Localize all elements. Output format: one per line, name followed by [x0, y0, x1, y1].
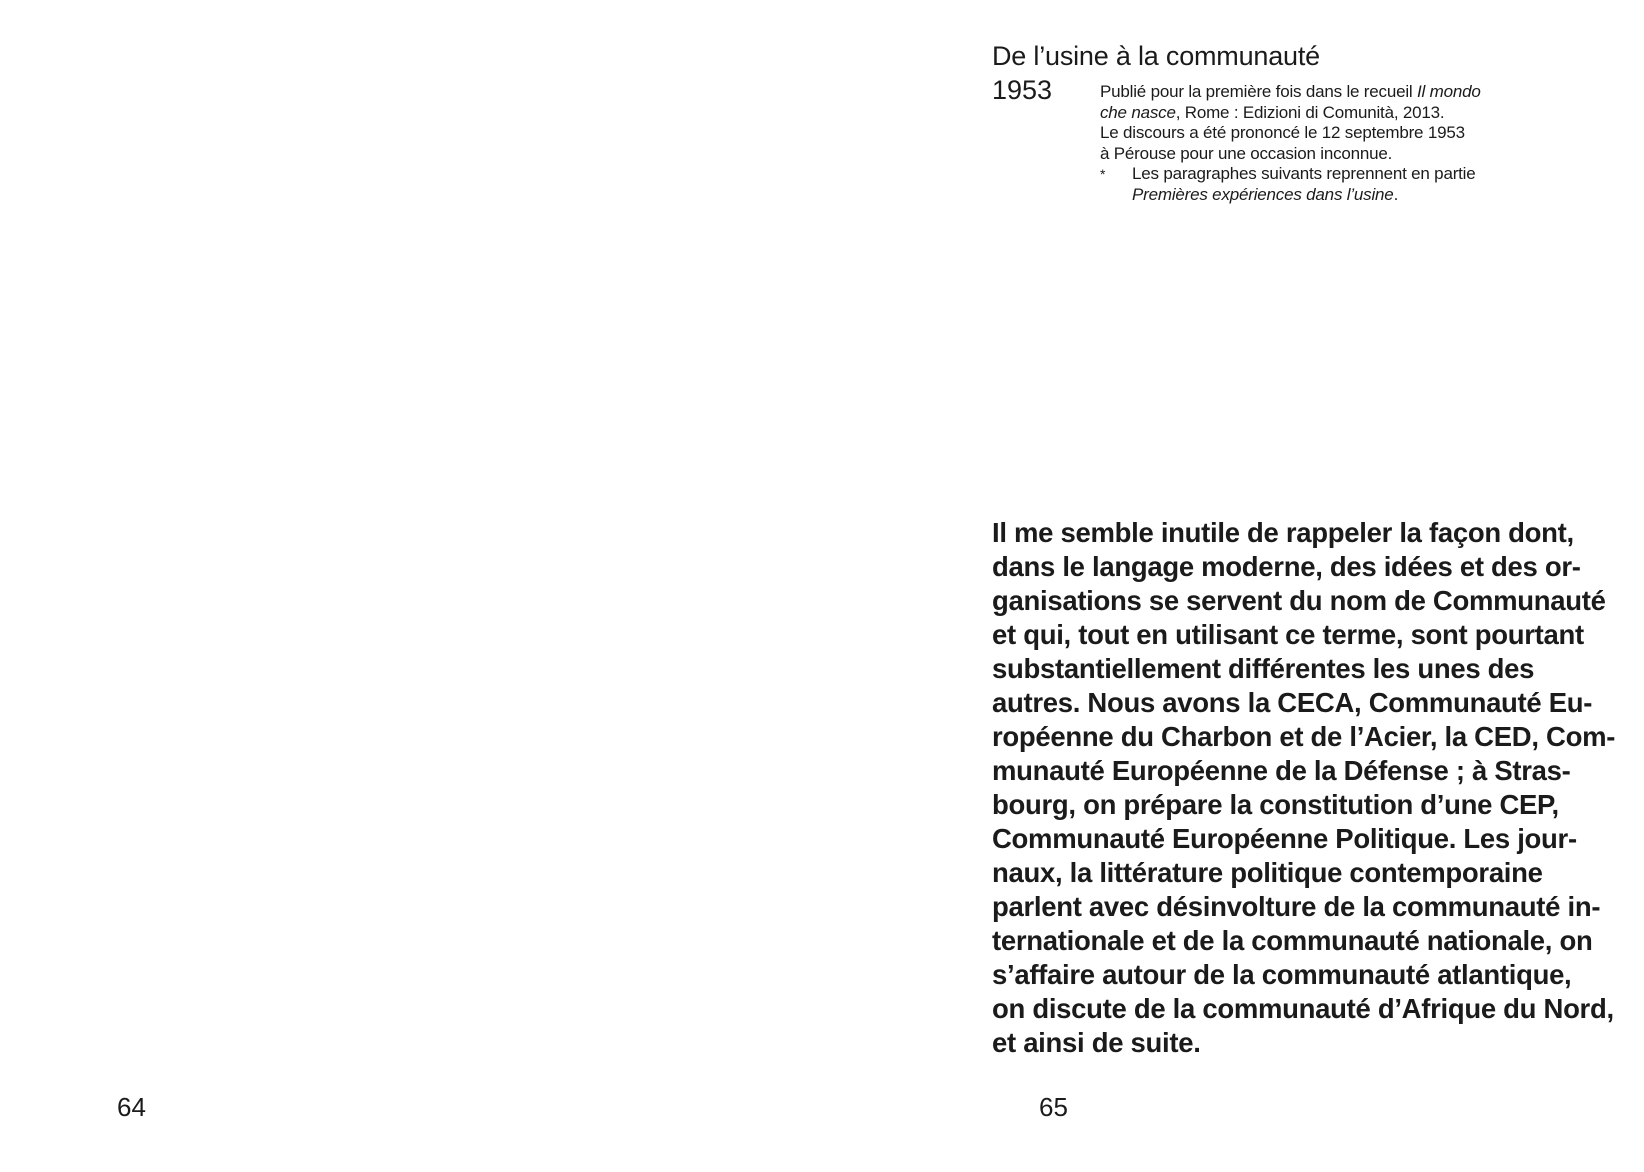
footnote-text — [1132, 164, 1476, 205]
footnote — [1100, 164, 1570, 205]
page-number-right: 65 — [1039, 1092, 1068, 1122]
footnote-line: Les paragraphes suivants reprennent en partie — [1132, 164, 1476, 183]
body-line: substantiellement différentes les unes des — [992, 653, 1535, 684]
footnote-asterisk-icon: * — [1100, 166, 1106, 182]
body-line: ternationale et de la communauté nationale, on — [992, 925, 1593, 956]
chapter-year: 1953 — [992, 75, 1053, 105]
right-page — [822, 0, 1644, 1172]
body-paragraph — [992, 516, 1616, 1060]
body-line: parlent avec désinvolture de la communauté in- — [992, 891, 1601, 922]
note-line: Le discours a été prononcé le 12 septembre 1953 — [1100, 123, 1465, 142]
body-line: s’affaire autour de la communauté atlantique, — [992, 959, 1572, 990]
chapter-title: De l’usine à la communauté — [992, 41, 1320, 71]
body-line: et ainsi de suite. — [992, 1027, 1201, 1058]
body-line: bourg, on prépare la constitution d’une CEP, — [992, 789, 1559, 820]
footnote-text-end: . — [1393, 184, 1399, 204]
body-line: naux, la littérature politique contemporaine — [992, 857, 1543, 888]
footnote-line — [1132, 185, 1476, 206]
note-text: , Rome : Edizioni di Comunità, 2013. — [1175, 102, 1445, 122]
body-line: ropéenne du Charbon et de l’Acier, la CED, Com- — [992, 721, 1616, 752]
note-italic-title: che nasce — [1100, 102, 1176, 122]
body-line: on discute de la communauté d’Afrique du Nord, — [992, 993, 1614, 1024]
page-number-left: 64 — [117, 1092, 146, 1122]
body-line: Communauté Européenne Politique. Les jour- — [992, 823, 1577, 854]
body-line: dans le langage moderne, des idées et des or- — [992, 551, 1581, 582]
body-line: autres. Nous avons la CECA, Communauté Eu- — [992, 687, 1593, 718]
footnote-italic-title: Premières expériences dans l’usine — [1132, 184, 1394, 204]
source-notes — [1100, 82, 1570, 205]
body-line: munauté Européenne de la Défense ; à Stras- — [992, 755, 1571, 786]
body-line: Il me semble inutile de rappeler la façon dont, — [992, 517, 1574, 548]
note-italic-title: Il mondo — [1417, 82, 1481, 101]
body-line: et qui, tout en utilisant ce terme, sont pourtant — [992, 619, 1584, 650]
note-line — [1100, 82, 1570, 103]
note-line — [1100, 103, 1570, 124]
note-text: Publié pour la première fois dans le recueil — [1100, 82, 1418, 101]
note-line: à Pérouse pour une occasion inconnue. — [1100, 143, 1393, 163]
body-line: ganisations se servent du nom de Communauté — [992, 585, 1606, 616]
